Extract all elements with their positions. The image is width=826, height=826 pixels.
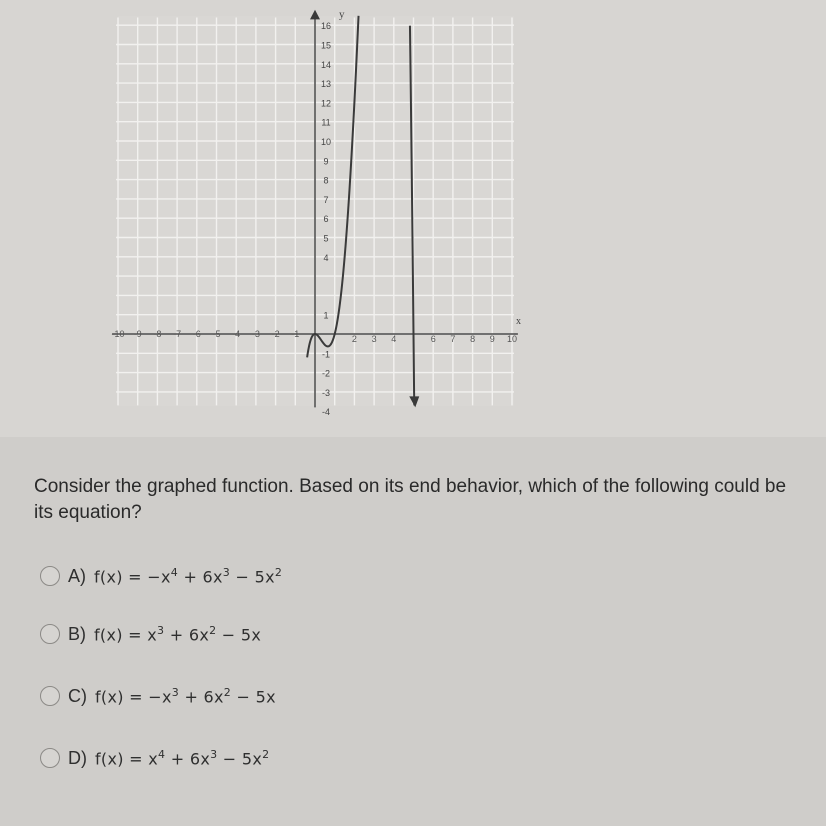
x-tick-label: -3	[251, 329, 260, 339]
x-tick-label: -8	[153, 329, 162, 339]
y-tick-label: 5	[323, 233, 329, 244]
y-tick-label: 1	[323, 310, 329, 321]
x-tick-label: 8	[470, 334, 476, 344]
y-tick-label: -2	[321, 368, 331, 379]
y-tick-label: -4	[321, 407, 331, 418]
question-panel	[0, 437, 826, 826]
y-tick-label: 15	[320, 40, 332, 51]
y-tick-label: -1	[321, 349, 331, 360]
y-tick-label: -3	[321, 387, 331, 398]
y-tick-label: 14	[320, 59, 332, 70]
choice-d-equation: $f(x) = x^4 + 6x^3 - 5x^2$	[95, 747, 270, 769]
x-tick-label: -9	[133, 329, 142, 339]
x-tick-label: 2	[351, 334, 357, 344]
y-axis-label: y	[339, 8, 345, 21]
x-tick-label: 7	[450, 334, 456, 344]
x-tick-label: -10	[111, 329, 125, 339]
x-tick-label: 6	[430, 334, 436, 344]
choice-d-letter: D)	[68, 747, 87, 768]
x-tick-label: -4	[232, 329, 241, 339]
y-tick-label: 9	[323, 156, 329, 167]
y-tick-label: 4	[323, 252, 329, 263]
x-tick-label: 9	[489, 334, 495, 344]
choice-c-equation: $f(x) = -x^3 + 6x^2 - 5x$	[95, 685, 276, 707]
y-tick-label: 13	[320, 79, 332, 90]
y-tick-label: 7	[323, 194, 329, 205]
choice-a-letter: A)	[68, 565, 86, 586]
x-tick-label: -5	[212, 329, 221, 339]
choice-c[interactable]	[40, 681, 276, 711]
x-tick-label: -1	[291, 329, 300, 339]
y-tick-label: 6	[323, 214, 329, 225]
y-tick-label: 8	[323, 175, 329, 186]
x-tick-label: -7	[173, 329, 182, 339]
y-tick-label: 10	[320, 137, 332, 147]
x-tick-label: 3	[371, 334, 377, 344]
radio-a[interactable]	[40, 566, 60, 586]
x-tick-label: 4	[391, 334, 397, 344]
y-axis-arrow-icon	[310, 10, 320, 20]
x-tick-label: -2	[271, 329, 280, 339]
choice-b-equation: $f(x) = x^3 + 6x^2 - 5x$	[94, 623, 262, 645]
question-text: Consider the graphed function. Based on its end behavior, which of the following could be its equation?	[34, 476, 787, 523]
radio-c[interactable]	[40, 686, 60, 706]
choice-d[interactable]	[40, 743, 269, 773]
x-tick-label: 10	[506, 334, 518, 344]
radio-b[interactable]	[40, 624, 60, 644]
choice-a[interactable]	[40, 561, 282, 591]
x-axis-label: x	[515, 316, 521, 327]
choice-c-letter: C)	[68, 685, 87, 706]
choice-b-letter: B)	[68, 623, 86, 644]
y-tick-label: 11	[321, 117, 331, 128]
y-tick-label: 16	[320, 21, 332, 32]
choice-b[interactable]	[40, 619, 261, 649]
x-tick-label: -6	[192, 329, 201, 339]
choice-a-equation: $f(x) = -x^4 + 6x^3 - 5x^2$	[94, 565, 283, 587]
radio-d[interactable]	[40, 748, 60, 768]
y-tick-label: 12	[320, 98, 332, 109]
